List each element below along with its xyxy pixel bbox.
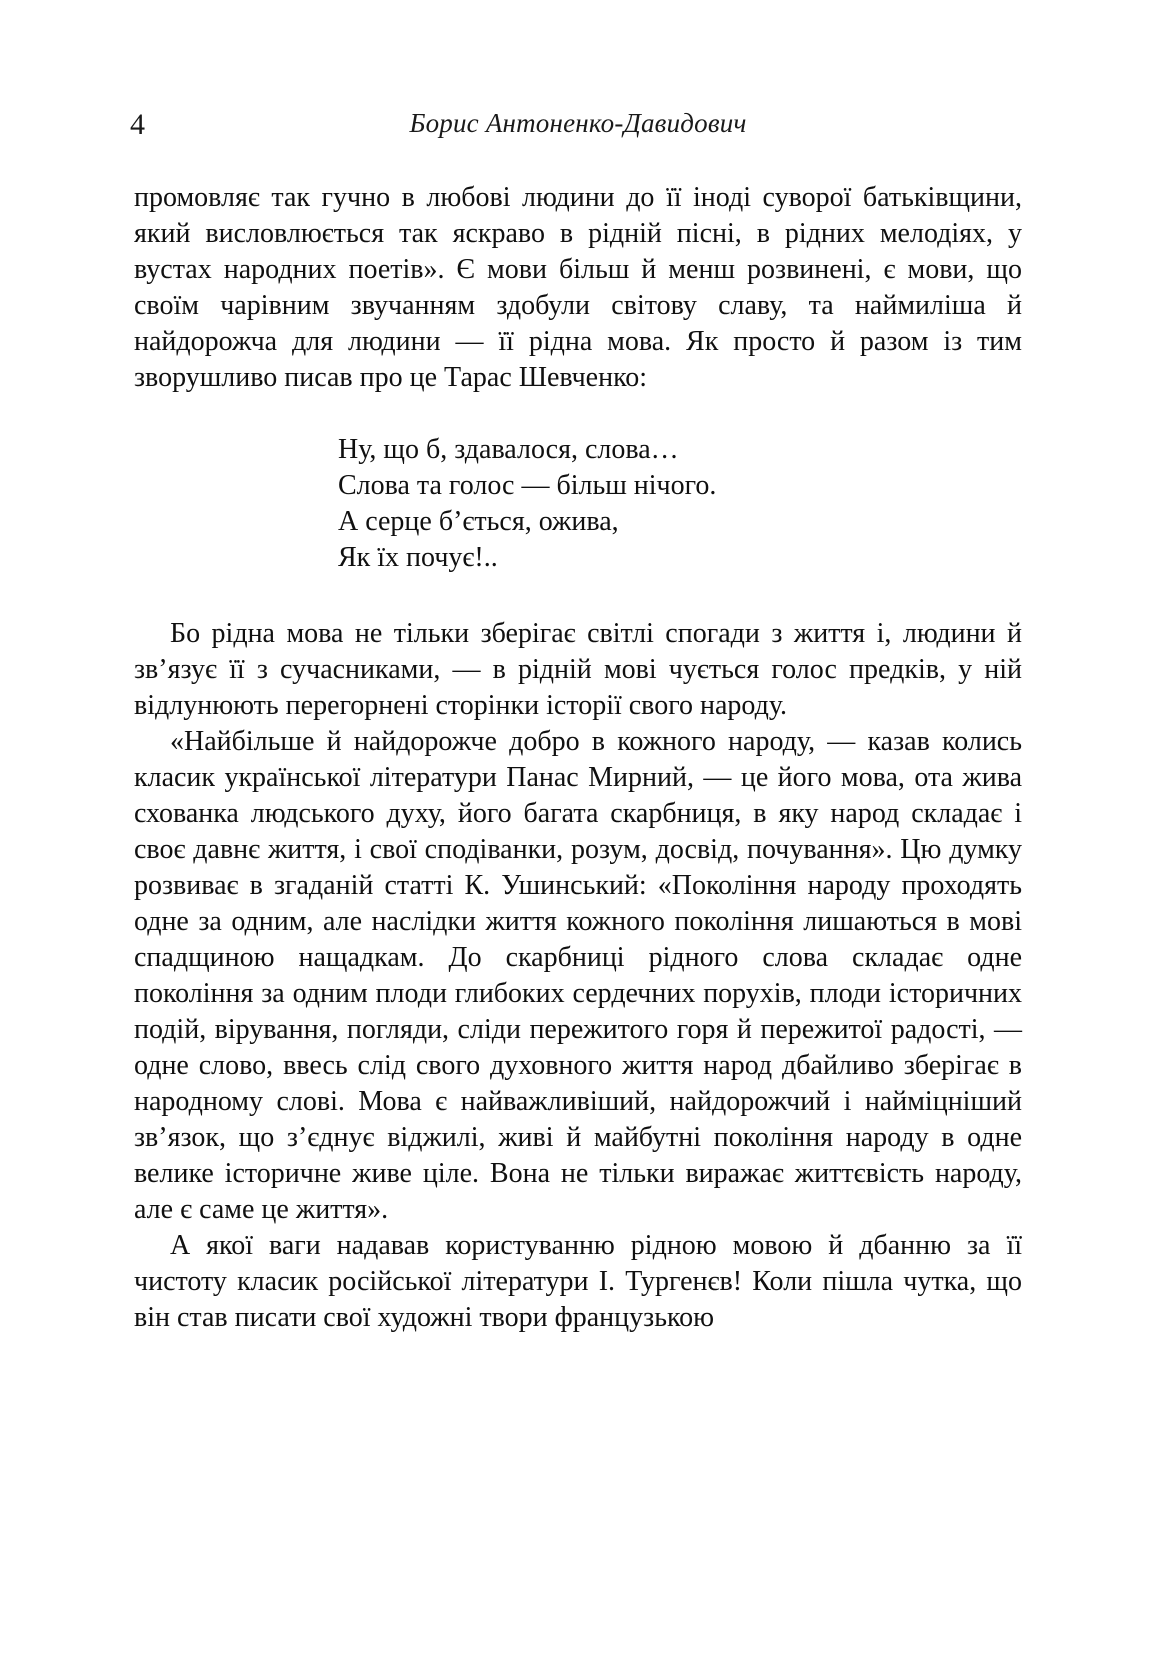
paragraph: «Найбільше й найдорожче добро в кожного народу, — казав колись класик української літератури Панас Мирний, — це його мова, ота жива схованка людського духу, його багата скарбниця, в яку народ складає і своє давнє життя, і свої сподіванки, розум, досвід, почування». Цю думку розвиває в згаданій статті К. Ушинський: «Покоління народу проходять одне за одним, але наслідки життя кожного покоління лишаються в мові спадщиною нащадкам. До скарбниці рідного слова складає одне покоління за одним плоди глибоких сердечних порухів, плоди історичних подій, вірування, погляди, сліди пережитого горя й пережитої радості, — одне слово, ввесь слід свого духовного життя народ дбайливо зберігає в народному слові. Мова є найважливіший, найдорожчий і найміцніший зв’язок, що з’єднує віджилі, живі й майбутні покоління народу в одне велике історичне живе ціле. Вона не тільки виражає життєвість народу, але є саме це життя». (134, 726, 1022, 1225)
verse-line: Ну, що б, здавалося, слова… (338, 434, 679, 465)
verse-line: Як їх почує!.. (338, 542, 498, 573)
paragraph: А якої ваги надавав користуванню рідною мовою й дбанню за її чистоту класик російської літератури І. Тургенєв! Коли пішла чутка, що він став писати свої художні твори французькою (134, 1230, 1022, 1333)
verse-line: Слова та голос — більш нічого. (338, 470, 717, 501)
body-text (134, 180, 1022, 1336)
paragraph-continuation: промовляє так гучно в любові людини до її іноді суворої батьківщини, який висловлюється так яскраво в рідній пісні, в рідних мелодіях, у вустах народних поетів». Є мови більш й менш розвинені, є мови, що своїм чарівним звучанням здобули світову славу, та наймиліша й найдорожча для людини — її рідна мова. Як просто й разом із тим зворушливо писав про це Тарас Шевченко: (134, 182, 1022, 393)
page-header (130, 108, 1022, 141)
verse-line: А серце б’ється, ожива, (338, 506, 619, 537)
paragraph: Бо рідна мова не тільки зберігає світлі спогади з життя і, людини й зв’язує її з сучасниками, — в рідній мові чується голос предків, у ній відлунюють перегорнені сторінки історії свого народу. (134, 618, 1022, 721)
page-number: 4 (130, 108, 145, 141)
running-header: Борис Антоненко-Давидович (409, 108, 747, 138)
verse-block (338, 432, 1022, 576)
